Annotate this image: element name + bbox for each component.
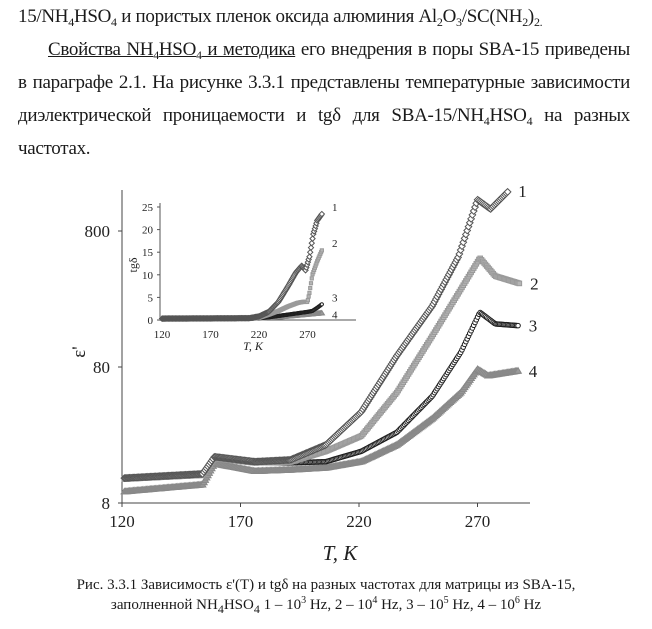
inset-x-tick-label: 170 — [202, 329, 219, 341]
text-fragment: Hz, 4 – 10 — [448, 597, 515, 613]
text-fragment: Hz, 2 – 10 — [306, 597, 373, 613]
inset-data-point — [309, 282, 312, 285]
inset-data-point — [310, 277, 313, 280]
y-tick-label: 80 — [93, 358, 110, 377]
inset-x-axis-label: T, K — [243, 339, 263, 353]
inset-data-point — [308, 250, 313, 255]
inset-y-tick-label: 15 — [142, 247, 153, 260]
inset-data-point — [320, 303, 323, 306]
subscript: 4 — [111, 15, 117, 29]
inset-data-point — [306, 299, 309, 302]
text-fragment: HSO — [223, 597, 254, 613]
caption-line-2 — [0, 596, 652, 615]
data-point — [516, 323, 521, 328]
inset-y-tick-label: 0 — [147, 315, 153, 327]
text-fragment: HSO — [489, 105, 527, 126]
inset-y-tick-label: 10 — [142, 269, 153, 282]
x-tick-label: 170 — [227, 512, 254, 531]
series-label-1: 1 — [518, 182, 527, 202]
text-fragment: O — [442, 6, 457, 27]
text-fragment: 15/NH — [18, 6, 69, 27]
text-fragment: Hz, 3 – 10 — [377, 597, 444, 613]
inset-y-axis-label: tgδ — [126, 257, 140, 273]
text-fragment: Свойства NH — [48, 39, 154, 60]
y-tick-label: 8 — [101, 494, 110, 513]
subscript: 4 — [196, 48, 202, 62]
series-label-3: 3 — [528, 316, 538, 336]
inset-data-point — [310, 236, 315, 241]
text-fragment: /SC(NH — [461, 6, 523, 27]
series-label-2: 2 — [530, 274, 539, 294]
inset-y-tick-label: 5 — [147, 292, 153, 305]
subscript: 4 — [253, 602, 260, 616]
inset-data-point — [309, 286, 312, 289]
subscript: 4 — [153, 48, 159, 62]
superscript: 6 — [514, 595, 520, 606]
x-tick-label: 220 — [346, 512, 372, 531]
inset-series-label-3: 3 — [332, 292, 338, 305]
series-label-4: 4 — [528, 361, 538, 381]
text-fragment: заполненной NH — [110, 597, 218, 613]
subscript: 4 — [217, 602, 224, 616]
inset-data-point — [320, 249, 323, 252]
inset-data-point — [309, 241, 314, 246]
text-fragment: диэлектрической проницаемости и tgδ для SBA-15/NH — [18, 105, 484, 126]
y-axis-label: ε' — [69, 346, 90, 358]
inset-y-tick-label: 25 — [142, 202, 153, 214]
text-fragment: его внедрения в поры SBA-15 приведены — [295, 39, 630, 60]
y-tick-label: 800 — [84, 222, 110, 241]
inset-y-tick-label: 20 — [142, 224, 153, 237]
x-axis-label: T, K — [322, 541, 358, 565]
inset-series-2 — [160, 249, 323, 320]
subscript: 2 — [522, 15, 528, 29]
subscript: 2. — [533, 15, 543, 29]
inset-series-label-1: 1 — [332, 202, 338, 214]
superscript: 4 — [372, 595, 378, 606]
inset-chart — [126, 202, 356, 353]
text-fragment: 1 – 10 — [259, 597, 302, 613]
x-tick-label: 270 — [464, 512, 491, 531]
inset-x-tick-label: 270 — [299, 329, 316, 341]
inset-data-point — [308, 245, 313, 250]
text-fragment: HSO — [158, 39, 196, 60]
text-line-3: в параграфе 2.1. На рисунке 3.3.1 представлены температурные зависимости — [18, 72, 630, 93]
text-fragment: Hz — [519, 597, 542, 613]
inset-series-label-4: 4 — [332, 309, 338, 322]
subscript: 4 — [483, 114, 490, 128]
text-fragment: и методика — [201, 39, 296, 60]
text-line-5: частотах. — [18, 138, 91, 159]
text-fragment: на разных — [532, 105, 630, 126]
text-fragment: ) — [527, 6, 534, 27]
subscript: 4 — [68, 15, 74, 29]
inset-x-tick-label: 220 — [250, 329, 268, 341]
inset-data-point — [307, 295, 310, 298]
x-tick-label: 120 — [109, 512, 135, 531]
text-fragment: и пористых пленок оксида алюминия Al — [116, 6, 437, 27]
data-point — [517, 281, 522, 286]
subscript: 2 — [436, 15, 443, 29]
inset-data-point — [308, 291, 311, 294]
main-chart — [69, 182, 539, 565]
inset-series-label-2: 2 — [332, 238, 338, 251]
inset-x-tick-label: 120 — [153, 329, 171, 341]
superscript: 5 — [443, 595, 449, 606]
superscript: 3 — [301, 595, 307, 606]
text-fragment: HSO — [73, 6, 112, 27]
caption-line-1: Рис. 3.3.1 Зависимость ε'(T) и tgδ на разных частотах для матрицы из SBA-15, — [76, 577, 576, 593]
subscript: 4 — [526, 114, 533, 128]
subscript: 3 — [456, 15, 462, 29]
